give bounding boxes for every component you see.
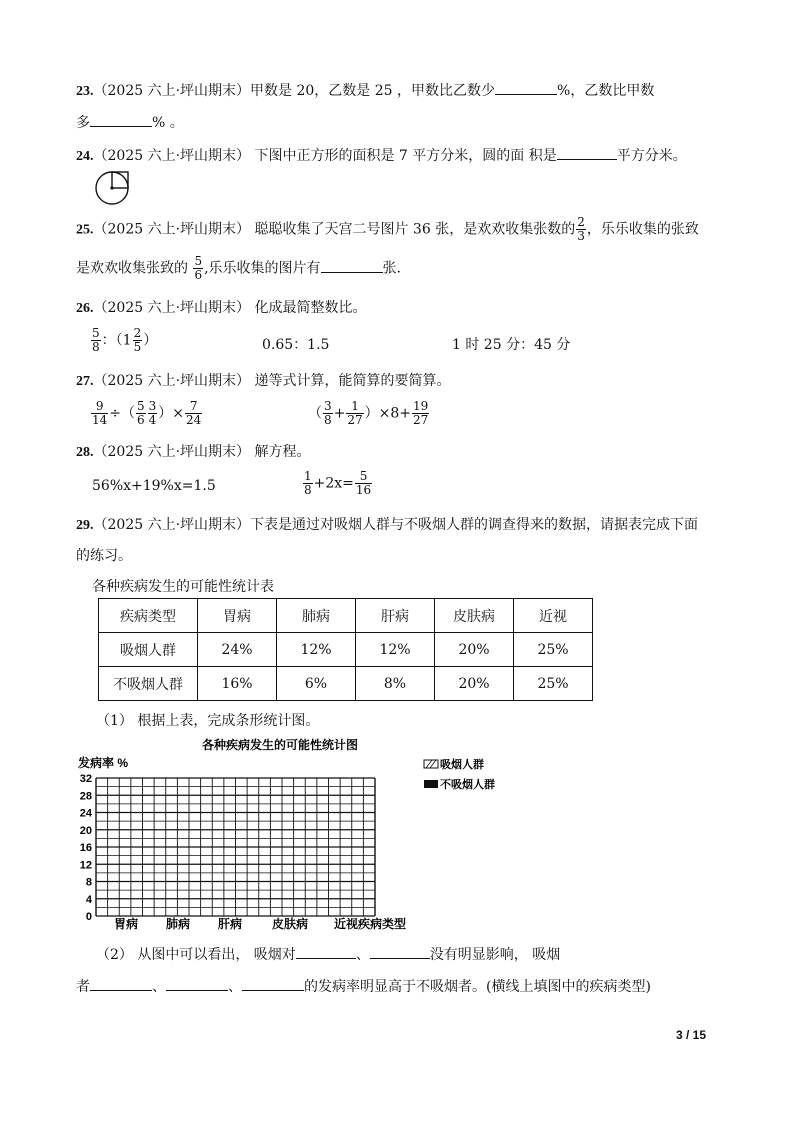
q26-item-1: $\frac{5}{8}$ ：（1 $\frac{2}{5}$ ） xyxy=(92,326,158,354)
q29-number: 29. xyxy=(76,518,94,533)
legend-smoker: 吸烟人群 xyxy=(440,759,484,771)
table-cell: 24% xyxy=(198,633,277,667)
q28-source: （2025 六上·坪山期末） xyxy=(93,444,251,460)
q24-text: 下图中正方形的面积是 7 平方分米，圆的面 积是 xyxy=(254,148,557,164)
table-row xyxy=(99,633,593,667)
q26-line1 xyxy=(76,297,366,317)
table-cell: 12% xyxy=(277,633,356,667)
table-cell: 吸烟人群 xyxy=(99,633,198,667)
table-title: 各种疾病发生的可能性统计表 xyxy=(92,579,274,595)
x-tick-label: 皮肤病 xyxy=(271,917,309,931)
q25-number: 25. xyxy=(76,222,94,238)
y-tick-label: 0 xyxy=(85,911,92,923)
q29-blank-3[interactable] xyxy=(90,976,152,991)
y-tick-label: 20 xyxy=(79,824,92,837)
q28-text: 解方程。 xyxy=(254,444,311,460)
q29-part-2-text: 没有明显影响， 吸烟 xyxy=(429,947,561,963)
q26-text: 化成最简整数比。 xyxy=(254,300,367,316)
q23-number: 23. xyxy=(76,84,94,99)
q28-equation-1: 56%x+19%x=1.5 xyxy=(92,478,216,494)
q24-line1 xyxy=(76,145,687,165)
table-cell: 20% xyxy=(435,667,514,701)
q29-source: （2025 六上·坪山期末） xyxy=(93,517,251,533)
chart-x-label: 疾病类型 xyxy=(358,917,407,931)
table-header-row xyxy=(99,599,593,633)
y-tick-label: 8 xyxy=(85,876,92,889)
q29-part-2-line2 xyxy=(76,976,651,996)
table-cell: 不吸烟人群 xyxy=(99,667,198,701)
table-row xyxy=(99,667,593,701)
q28-number: 28. xyxy=(76,445,94,460)
y-tick-label: 28 xyxy=(79,790,92,803)
q26-number: 26. xyxy=(76,301,94,316)
bar-chart xyxy=(70,734,520,939)
table-cell: 25% xyxy=(514,667,593,701)
q23-line2 xyxy=(76,112,184,132)
q29-part-2-text: 的发病率明显高于不吸烟者。(横线上填图中的疾病类型) xyxy=(304,979,651,995)
q23-text: %，乙数比甲数 xyxy=(557,83,655,99)
q25-line2 xyxy=(76,255,401,282)
q29-part-2-text: （2） 从图中可以看出， 吸烟对 xyxy=(96,947,296,963)
q25-text: ，乐乐收集的张致 xyxy=(586,221,699,238)
q25-blank[interactable] xyxy=(321,258,383,273)
q29-part-2-text: 、 xyxy=(355,947,370,963)
q29-blank-1[interactable] xyxy=(296,944,356,959)
table-cell: 肺病 xyxy=(277,599,356,633)
legend-nonsmoker-swatch xyxy=(424,780,438,788)
x-tick-label: 胃病 xyxy=(113,917,139,931)
table-cell: 8% xyxy=(356,667,435,701)
q26-source: （2025 六上·坪山期末） xyxy=(93,300,251,316)
q27-source: （2025 六上·坪山期末） xyxy=(93,373,251,389)
q29-blank-4[interactable] xyxy=(166,976,228,991)
q29-part-2-line1 xyxy=(96,944,560,964)
q28-line1 xyxy=(76,441,310,461)
q24-source: （2025 六上·坪山期末） xyxy=(93,148,251,164)
q24-blank[interactable] xyxy=(557,145,617,160)
chart-y-label: 发病率 % xyxy=(78,756,129,770)
q27-number: 27. xyxy=(76,374,94,389)
q23-blank-2[interactable] xyxy=(90,112,152,127)
q24-number: 24. xyxy=(76,149,94,164)
page-number: 3 / 15 xyxy=(676,1028,707,1042)
q25-line1 xyxy=(76,216,699,243)
q23-line1 xyxy=(76,80,654,100)
table-cell: 胃病 xyxy=(198,599,277,633)
q29-line1 xyxy=(76,514,698,534)
y-tick-label: 4 xyxy=(85,893,92,906)
q27-expression-1: $\frac{9}{14}$ ÷（ $\frac{5}{6}$ $\frac{3}{4}$ ）× $\frac{7}{24}$ xyxy=(92,399,202,427)
q25-fraction: $\frac{2}{3}$ xyxy=(577,215,585,243)
q29-blank-5[interactable] xyxy=(242,976,304,991)
x-tick-label: 近视 xyxy=(333,917,359,931)
table-cell: 16% xyxy=(198,667,277,701)
q23-text: 甲数是 20，乙数是 25 ，甲数比乙数少 xyxy=(250,83,496,99)
table-cell: 12% xyxy=(356,633,435,667)
q27-line1 xyxy=(76,370,450,390)
q29-part-1: （1） 根据上表，完成条形统计图。 xyxy=(96,713,320,729)
q29-part-2-text: 、 xyxy=(152,979,166,995)
disease-stat-table xyxy=(98,598,593,701)
table-cell: 近视 xyxy=(514,599,593,633)
chart-x-ticks xyxy=(114,916,358,931)
table-cell: 皮肤病 xyxy=(435,599,514,633)
q25-text: 是欢欢收集张致的 xyxy=(76,260,188,277)
q25-fraction: $\frac{5}{6}$ xyxy=(194,254,203,282)
q29-blank-2[interactable] xyxy=(370,944,430,959)
q23-text: % 。 xyxy=(152,115,184,131)
q29-text: 的练习。 xyxy=(76,548,132,564)
q29-text: 下表是通过对吸烟人群与不吸烟人群的调查得来的数据，请据表完成下面 xyxy=(250,517,699,533)
y-tick-label: 32 xyxy=(79,773,92,785)
x-tick-label: 肝病 xyxy=(217,917,243,931)
q25-text: 张. xyxy=(382,260,401,277)
q27-expression-2: （ $\frac{3}{8}$ + $\frac{1}{27}$ ）×8+ $\frac{19}{27}$ xyxy=(308,399,429,427)
q23-source: （2025 六上·坪山期末） xyxy=(93,83,251,99)
q23-blank-1[interactable] xyxy=(495,80,557,95)
circle-square-figure xyxy=(94,168,132,206)
x-tick-label: 肺病 xyxy=(165,917,191,931)
q26-item-2: 0.65：1.5 xyxy=(262,337,330,353)
table-cell: 6% xyxy=(277,667,356,701)
y-tick-label: 12 xyxy=(79,859,92,872)
q29-part-2-text: 、 xyxy=(228,979,242,995)
q24-text: 平方分米。 xyxy=(616,148,687,164)
legend-nonsmoker: 不吸烟人群 xyxy=(440,779,495,791)
q26-item-3: 1 时 25 分：45 分 xyxy=(452,337,571,353)
chart-title: 各种疾病发生的可能性统计图 xyxy=(201,738,359,752)
q25-text: 聪聪收集了天宫二号图片 36 张，是欢欢收集张数的 xyxy=(254,221,576,238)
q27-text: 递等式计算，能简算的要简算。 xyxy=(254,373,451,389)
table-cell: 20% xyxy=(435,633,514,667)
y-tick-label: 16 xyxy=(79,842,92,854)
q28-equation-2: $\frac{1}{8}$ +2x= $\frac{5}{16}$ xyxy=(304,469,372,497)
q25-source: （2025 六上·坪山期末） xyxy=(93,221,251,238)
table-cell: 25% xyxy=(514,633,593,667)
q29-part-2-text: 者 xyxy=(76,979,90,995)
q23-text: 多 xyxy=(76,115,90,131)
chart-grid xyxy=(96,778,375,916)
chart-legend xyxy=(424,757,495,791)
q25-text: ,乐乐收集的图片有 xyxy=(204,260,321,277)
y-tick-label: 24 xyxy=(79,807,92,820)
chart-y-ticks xyxy=(80,773,93,923)
table-cell: 肝病 xyxy=(356,599,435,633)
table-cell: 疾病类型 xyxy=(99,599,198,633)
